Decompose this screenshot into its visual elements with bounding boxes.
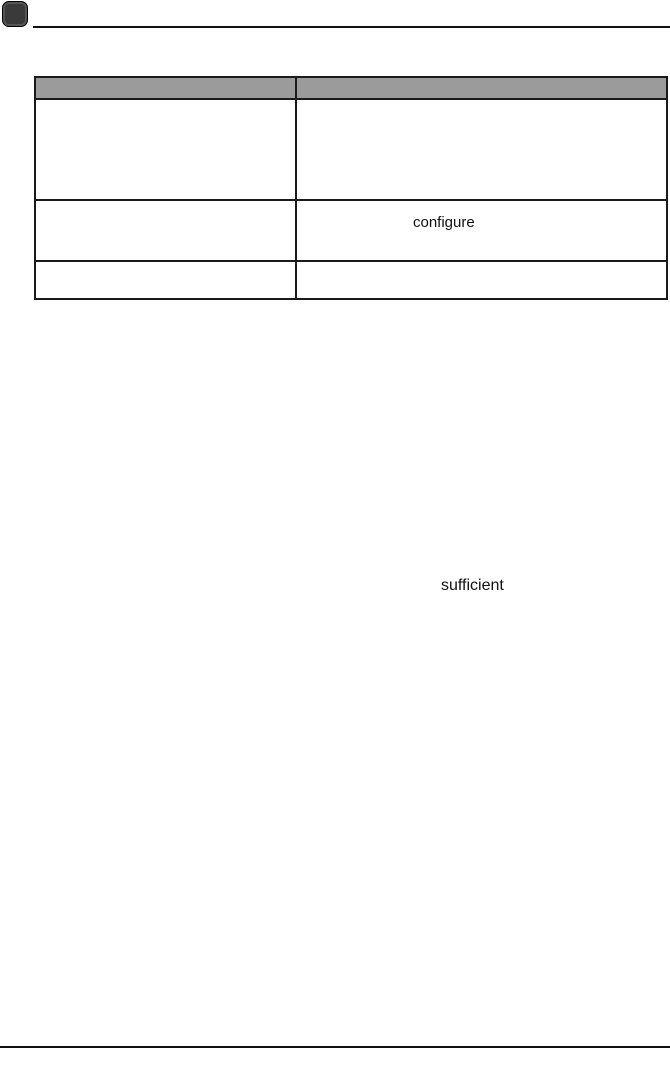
info-table xyxy=(34,76,668,300)
table-column-divider xyxy=(295,78,297,298)
footer-rule xyxy=(0,1046,670,1048)
section-badge-icon xyxy=(2,1,28,27)
body-word-sufficient: sufficient xyxy=(441,577,504,594)
table-row-divider xyxy=(36,260,666,262)
table-header-row xyxy=(36,78,666,100)
header-rule xyxy=(33,26,670,28)
table-cell-configure: configure xyxy=(413,214,475,231)
table-row-divider xyxy=(36,199,666,201)
